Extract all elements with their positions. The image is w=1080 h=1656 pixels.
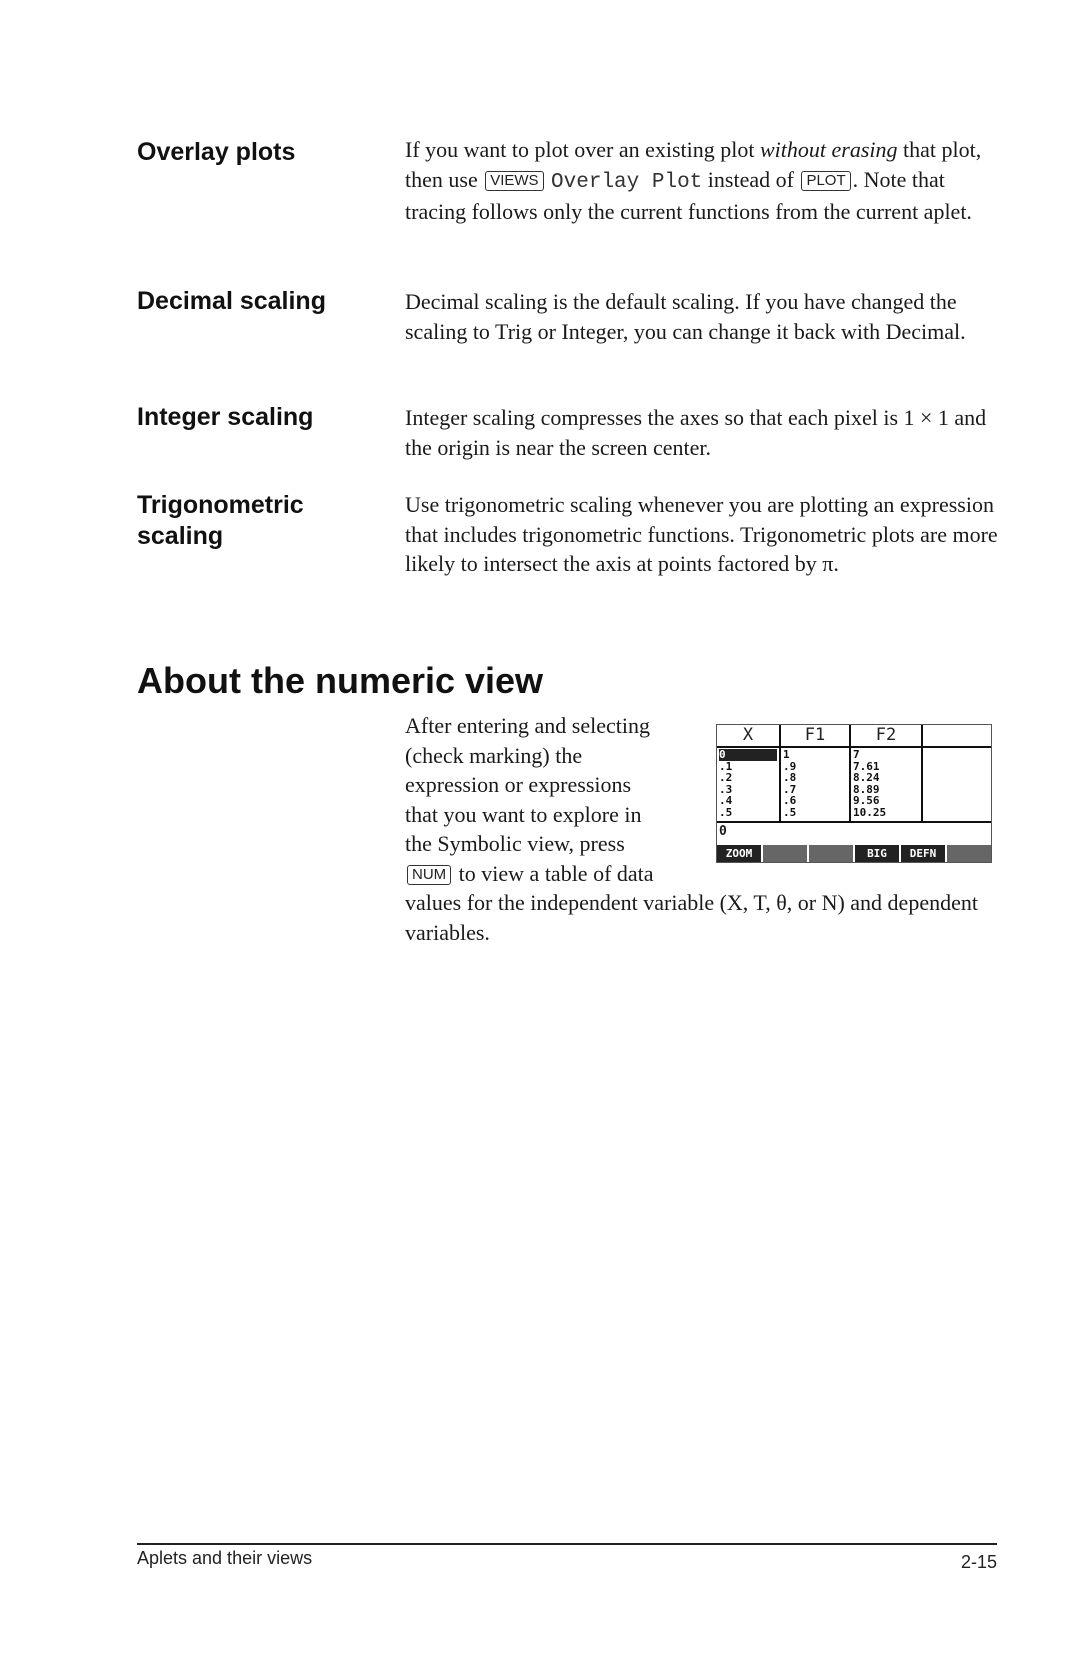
numeric-view-text-narrow: After entering and selecting (check marking) the expression or expressions that you want to explore in the Symbolic view, press NUM to view a table of data — [405, 713, 654, 886]
footer-page-number: 2-15 — [960, 1552, 997, 1572]
entry-line: 0 — [719, 824, 727, 839]
menu-zoom: ZOOM — [717, 845, 761, 862]
trigonometric-scaling-text: Use trigonometric scaling whenever you are plotting an expression that includes trigonometric functions. Trigonometric plots are more likely to intersect the axis at points factored by π. — [405, 492, 998, 576]
column-divider — [849, 725, 851, 821]
column-f2: 7 7.61 8.24 8.89 9.56 10.25 — [853, 748, 887, 819]
plot-key: PLOT — [801, 171, 850, 191]
views-key: VIEWS — [485, 171, 543, 191]
integer-scaling-text: Integer scaling compresses the axes so that each pixel is 1 × 1 and the origin is near the screen center. — [405, 405, 987, 460]
column-divider — [921, 725, 923, 821]
footer-rule — [137, 1543, 997, 1545]
header-x: X — [742, 725, 754, 745]
overlay-plot-command: Overlay Plot — [551, 170, 703, 194]
soft-menu — [717, 845, 991, 862]
numeric-view-text-wide: values for the independent variable (X, T, θ, or N) and dependent variables. — [405, 890, 978, 945]
num-key: NUM — [407, 865, 451, 885]
column-f1: 1 .9 .8 .7 .6 .5 — [783, 748, 797, 819]
header-f1: F1 — [804, 725, 826, 745]
calculator-numeric-screen — [716, 724, 992, 863]
menu-defn: DEFN — [901, 845, 945, 862]
footer-chapter-title: Aplets and their views — [137, 1548, 313, 1568]
selected-cell: 0 — [719, 749, 777, 761]
overlay-plots-text: If you want to plot over an existing plot without erasing that plot, then use VIEWS Overlay Plot instead of PLOT . Note that tracing follows only the current functions from the current aplet. — [405, 137, 982, 224]
menu-blank — [809, 845, 853, 862]
section-title-numeric-view: About the numeric view — [137, 660, 544, 701]
table-header — [717, 725, 991, 748]
column-x: 0 .1 .2 .3 .4 .5 — [719, 749, 777, 818]
menu-big: BIG — [855, 845, 899, 862]
menu-blank — [763, 845, 807, 862]
column-divider — [779, 725, 781, 821]
heading-decimal-scaling: Decimal scaling — [137, 287, 326, 315]
menu-blank — [947, 845, 991, 862]
heading-trigonometric-scaling: Trigonometric scaling — [137, 491, 304, 550]
heading-integer-scaling: Integer scaling — [137, 403, 314, 431]
heading-overlay-plots: Overlay plots — [137, 138, 296, 166]
entry-divider — [717, 821, 991, 823]
header-f2: F2 — [875, 725, 897, 745]
decimal-scaling-text: Decimal scaling is the default scaling. If you have changed the scaling to Trig or Integer, you can change it back with Decimal. — [405, 289, 966, 344]
